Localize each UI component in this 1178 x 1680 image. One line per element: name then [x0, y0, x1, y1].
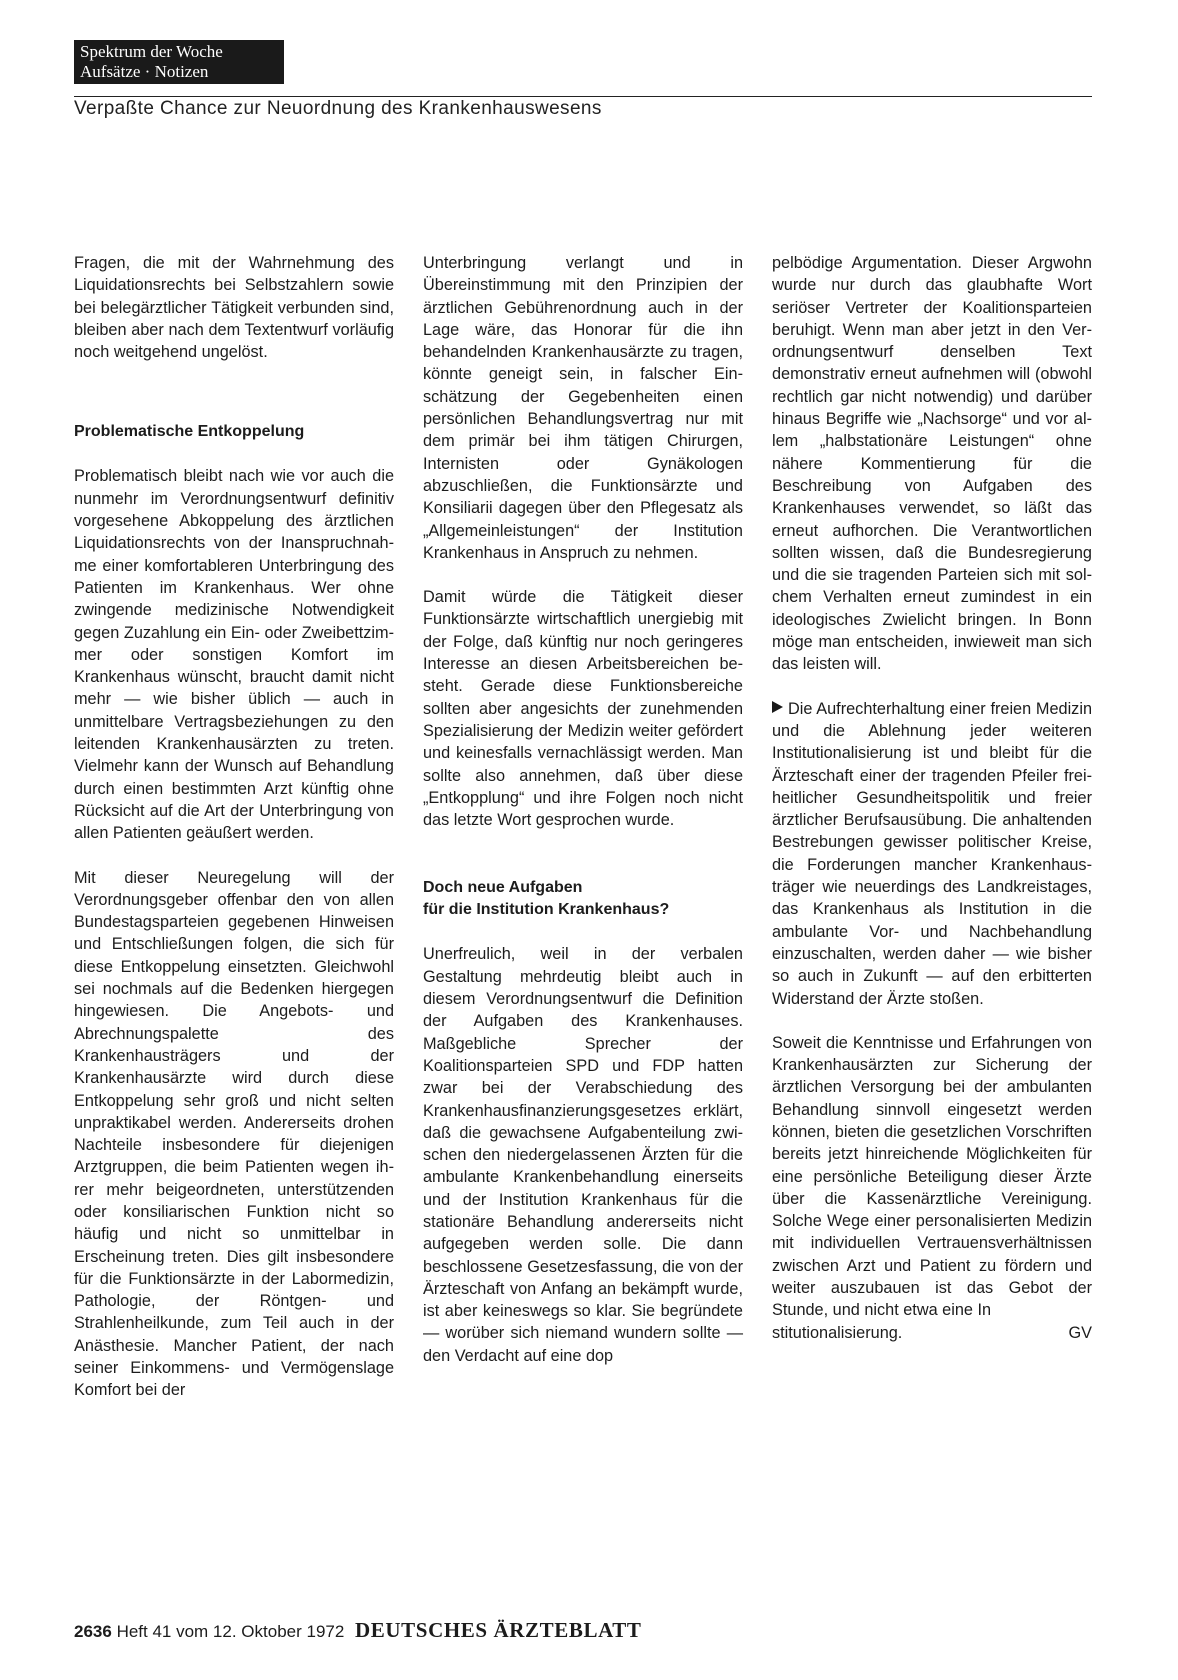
- text-column-2: [423, 252, 743, 1367]
- rubric-line-1: Spektrum der Woche: [80, 42, 223, 61]
- section-heading: [423, 877, 743, 921]
- paragraph: Problematisch bleibt nach wie vor auch die nunmehr im Verordnungsentwurf definitiv vorgesehene Abkoppelung des ärztlichen Liquidationsrechts von der Inanspruchnahme einer komfortableren Unterbringung des Patienten im Krankenhaus. Wer ohne zwingende medizinische Notwendigkeit gegen Zuzahlung ein Ein- oder Zweibettzimmer oder sonstigen Komfort im Krankenhaus wünscht, braucht damit nicht mehr — wie bisher üblich — auch in unmittelbare Vertragsbeziehungen zu den leitenden Krankenhausärzten zu treten. Vielmehr kann der Wunsch auf Behandlung durch einen bestimmten Arzt künftig ohne Rücksicht auf die Art der Unterbringung von allen Patienten geäußert werden.: [74, 467, 394, 843]
- page-footer: [74, 1618, 642, 1643]
- paragraph: Damit würde die Tätigkeit dieser Funktionsärzte wirtschaftlich unergiebig mit der Folge, daß künftig nur noch geringeres Interesse an diesen Arbeitsbereichen besteht. Gerade diese Funktionsbereiche sollten aber angesichts der zunehmenden Spezialisierung der Medizin weiter gefördert und keinesfalls vernachlässigt werden. Man sollte also annehmen, daß über diese „Entkopplung“ und ihre Folgen noch nicht das letzte Wort gesprochen wurde.: [423, 588, 743, 830]
- article-title: Verpaßte Chance zur Neuordnung des Krankenhauswesens: [74, 98, 602, 119]
- issue-info: Heft 41 vom 12. Oktober 1972: [116, 1622, 345, 1641]
- paragraph: [772, 698, 1092, 1010]
- paragraph: Mit dieser Neuregelung will der Verordnungsgeber offenbar den von allen Bundestagsparteien gegebenen Hinweisen und Entschließungen folgen, die sich für diese Entkoppelung einsetzten. Gleichwohl sei nochmals auf die Bedenken hiergegen hingewiesen. Die Angebots- und Abrechnungspalette des Krankenhausträgers und der Krankenhausärzte wird durch diese Entkoppelung sehr groß und nicht selten unpraktikabel werden. Andererseits drohen Nachteile insbesondere für diejenigen Arztgruppen, die beim Patienten wegen ihrer mehr beigeordneten, unterstützenden oder konsiliarischen Funktion nicht so häufig und nicht so unmittelbar in Erscheinung treten. Dies gilt insbesondere für die Funktionsärzte in der Labormedizin, Pathologie, der Röntgen- und Strahlenheilkunde, zum Teil auch in der Anästhesie. Mancher Patient, der nach seiner Einkommens- und Vermögenslage Komfort bei der: [74, 868, 394, 1400]
- closing-line: [772, 1322, 1092, 1344]
- section-heading-line-2: für die Institution Krankenhaus?: [423, 901, 670, 919]
- section-heading-line-1: Doch neue Aufgaben: [423, 879, 583, 897]
- paragraph-text: Die Aufrechterhaltung einer freien Medizin und die Ablehnung jeder weiteren Institutionalisierung ist und bleibt für die Ärzteschaft einer der tragenden Pfeiler freiheitlicher Gesundheitspolitik und freier ärztlicher Berufsausübung. Die anhaltenden Bestrebungen gewisser politischer Kreise, die Forderungen mancher Krankenhausträger wie neuerdings des Landkreistages, das Krankenhaus als Institution in die ambulante Vor- und Nachbehandlung einzuschalten, werden daher — wie bisher so auch in Zukunft — auf den erbitterten Widerstand der Ärzte stoßen.: [772, 699, 1092, 1008]
- journal-name: DEUTSCHES ÄRZTEBLATT: [355, 1618, 642, 1642]
- text-column-1: [74, 252, 394, 1402]
- paragraph: pelbödige Argumentation. Dieser Argwohn wurde nur durch das glaubhafte Wort seriöser Vertreter der Koalitionsparteien beruhigt. Wenn man aber jetzt in den Verordnungsentwurf denselben Text demonstrativ erneut aufnehmen will (obwohl rechtlich gar nicht notwendig) und darüber hinaus Begriffe wie „Nachsorge“ und vor allem „halbstationäre Leistungen“ ohne nähere Kommentierung für die Beschreibung von Aufgaben des Krankenhauses verwendet, so läßt das erneut aufhorchen. Die Verantwortlichen sollten wissen, daß die Bundesregierung und die sie tragenden Parteien sich mit solchem Verhalten erneut zumindest in ein ideologisches Zwielicht bringen. In Bonn möge man entscheiden, inwieweit man sich das leisten will.: [772, 254, 1092, 674]
- author-signature: GV: [1068, 1323, 1092, 1342]
- paragraph: Unerfreulich, weil in der verbalen Gestaltung mehrdeutig bleibt auch in diesem Verordnungsentwurf die Definition der Aufgaben des Krankenhauses. Maßgebliche Sprecher der Koalitionsparteien SPD und FDP hatten zwar bei der Verabschiedung des Krankenhausfinanzierungsgesetzes erklärt, daß die gewachsene Aufgabenteilung zwischen den niedergelassenen Ärzten für die ambulante Krankenbehandlung einerseits und der Institution Krankenhaus für die stationäre Behandlung andererseits nicht aufgegeben werden solle. Die dann beschlossene Gesetzesfassung, die von der Ärzteschaft von Anfang an bekämpft wurde, ist aber keineswegs so klar. Sie begründete — worüber sich niemand wundern sollte — den Verdacht auf eine dop: [423, 945, 743, 1365]
- triangle-bullet-icon: [772, 701, 783, 713]
- text-column-3: [772, 252, 1092, 1344]
- page-number: 2636: [74, 1622, 112, 1641]
- section-heading: Problematische Entkoppelung: [74, 423, 305, 441]
- paragraph: Unterbringung verlangt und in Übereinstimmung mit den Prinzipien der ärztlichen Gebührenordnung auch in der Lage wäre, das Honorar für die ihn behandelnden Krankenhausärzte zu tragen, könnte geneigt sein, in falscher Einschätzung der Gegebenheiten einen persönlichen Behandlungsvertrag nur mit dem primär bei ihm tätigen Chirurgen, Internisten oder Gynäkologen abzuschließen, die Funktionsärzte und Konsiliarii dagegen über den Pflegesatz als „Allgemeinleistungen“ der Institution Krankenhaus in Anspruch zu nehmen.: [423, 254, 743, 562]
- paragraph: Fragen, die mit der Wahrnehmung des Liquidationsrechts bei Selbstzahlern sowie bei belegärztlicher Tätigkeit verbunden sind, bleiben aber nach dem Textentwurf vorläufig noch weitgehend ungelöst.: [74, 254, 394, 362]
- section-rubric: [74, 40, 284, 84]
- header-divider: [74, 96, 1092, 97]
- closing-word: stitutionalisierung.: [772, 1323, 903, 1342]
- paragraph-text: Soweit die Kenntnisse und Erfahrungen von Krankenhausärzten zur Sicherung der ärztlichen Versorgung bei der ambulanten Behandlung sinnvoll eingesetzt werden können, bieten die gesetzlichen Vorschriften bereits jetzt hinreichende Möglichkeiten für eine persönliche Beteiligung dieser Ärzte über die Kassenärztliche Vereinigung. Solche Wege einer personalisierten Medizin mit individuellen Vertrauensverhältnissen zwischen Arzt und Patient zu fördern und weiter auszubauen ist das Gebot der Stunde, und nicht etwa eine In: [772, 1033, 1092, 1320]
- rubric-line-2: Aufsätze · Notizen: [80, 62, 209, 81]
- paragraph: [772, 1032, 1092, 1344]
